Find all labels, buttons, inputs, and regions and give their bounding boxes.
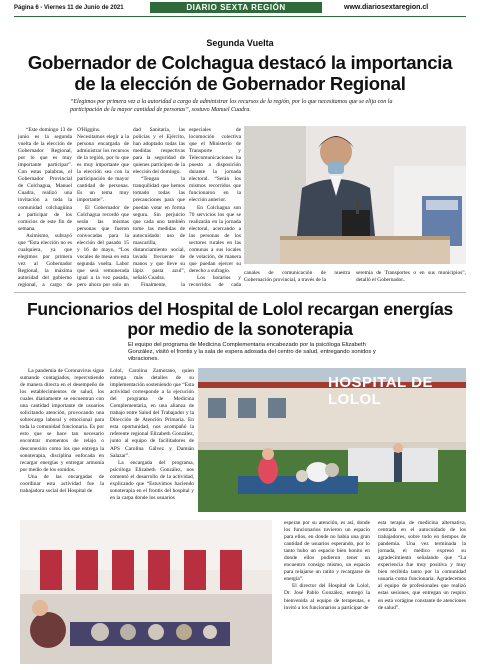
site-url[interactable]: www.diariosextaregion.cl xyxy=(344,4,429,11)
article2-headline: Funcionarios del Hospital de Lolol recargan energías por medio de la sonoterapia xyxy=(27,299,453,339)
article2-column-1: La pandemia de Coronavirus sigue sumando contagiados, repercutiendo de manera directa en el desempeño de los establecimientos de salud, los cuales diariamente se encuentran con una cantidad importante de usuarios solicitando atención, provocando una sobrecarga laboral y emocional para toda la comunidad funcionaria. Es por esto que se hace tan necesario encontrar momentos de relajo o desconexión como los que entrega la sonoterapia, disciplina enfocada en recargar energías y entregar armonía por medio de los sonidos. Una de las encargadas de coordinar esta actividad fue la trabajadora social del Hospital de xyxy=(20,368,104,494)
page-date: Página 6 - Viernes 11 de Junio de 2021 xyxy=(14,5,124,11)
article1-deck: “Elegimos por primera vez a la autoridad a cargo de administrar los recursos de la región, por lo que necesitamos que se elija con la participación de la mayor cantidad de personas”, sostuvo Manuel Cuadra. xyxy=(70,99,393,113)
article1-column-5: canales de comunicación de nuestra Gobernación provincial, a través de la xyxy=(244,270,350,284)
article1-headline: Gobernador de Colchagua destacó la importancia de la elección de Gobernador Regional xyxy=(27,52,453,94)
section-title: DIARIO SEXTA REGIÓN xyxy=(186,3,286,12)
article1-column-4: especiales de locomoción colectiva que el Ministerio de Transporte y Telecomunicaciones ha puesto a disposición durante la jornada electoral. “Serán los mismos recorridos que funcionaron en la elección anterior. En Colchagua son 70 servicios los que se realizarán en la jornada electoral, acercando a las personas de los sectores rurales en las comunas a sus locales de votación, de manera que puedan ejercer su derecho a sufragio. Los horarios y recorridos de cada xyxy=(189,127,241,287)
article1-column-2: O'Higgins. Necesitamos elegir a la persona encargada de administrar los recursos de la región, por lo que es muy importante que la elección sea con la participación de mayor cantidad de personas. Es un tema muy importante”. El Gobernador de Colchagua recordó que serán las mismas personas que fueron convocadas para la elección del pasado 15 y 16 de mayo, “Los vocales de mesa en esta segunda vuelta. Labor que será remunerada igual a la vez pasada, pero ahora por solo un xyxy=(77,127,129,287)
article2-deck: El equipo del programa de Medicina Complementaria encabezado por la psicóloga Elizabeth González, visitó el frontis y la sala de espera adosada del centro de salud, entregando sonidos y vibraciones. xyxy=(128,342,376,363)
article2-column-4: esta terapia de medicina alternativa, centrada en el autocuidado de los trabajadores, sobre todo en tiempos de pandemia. Una vez terminada la jornada, el médico expresó su agradecimiento señalando que “La experiencia fue muy positiva y muy bien recibida tanto por la comunidad usuaria como funcionaria. Agradecemos al equipo de profesionales que realizó estas sesiones, que entregan un respiro en esta vorágine constante de atenciones de salud”. xyxy=(378,520,466,611)
article1-kicker: Segunda Vuelta xyxy=(206,38,274,48)
article-divider xyxy=(14,292,466,293)
hospital-sign: HOSPITAL DE LOLOL xyxy=(328,374,433,408)
article2-column-3: esperan por su atención, es así, donde los funcionarios tuvieron un espacio para ellos, en donde no había una gran cantidad de usuarios esperando, por lo tanto hubo un espacio bien bonito en donde ellos pudieron tener un encuentro consigo mismo, un espacio para relajarse un ratito y recargarse de energía”. El director del Hospital de Lolol, Dr. José Pablo González, entregó la bienvenida al equipo de terapeutas, e invitó a los funcionarios a participar de xyxy=(284,520,370,611)
article2-column-2: Lolol, Carolina Zamorano, quien entrega más detalles de su implementación sosteniendo que “Esta actividad corresponde a la ejecución del programa de Medicina Complementaria, en una alianza de trabajo entre Salud del Trabajador y la Dirección de Atención Primaria. En esta oportunidad, nos acompañó la referente regional Elizabeth González, junto al equipo de facilitadores de APS Carolina Gálvez y Damián Salazar”. La encargada del programa, psicóloga Elizabeth González, nos comentó el desarrollo de la actividad, explicando que “Estuvimos haciendo sonoterapia en el frontis del hospital y en la carpa donde los usuarios xyxy=(110,368,194,501)
governor-photo xyxy=(244,126,466,264)
article1-column-6: seremía de Transportes o en sus municipios”, detalló el Gobernador.. xyxy=(356,270,466,284)
header-divider xyxy=(14,16,466,17)
therapy-room-photo xyxy=(20,520,272,664)
article1-column-3: dad Sanitaria, las policías y el Ejército, han adoptado todas las medidas respectivas para la seguridad de quienes participen de la elección del domingo. “Tengan la tranquilidad que hemos tomado todas las precauciones para que puedan votar en forma segura. Sin perjuicio que cada uno también tome las medidas de autocuidado: uso de mascarilla, distanciamiento social, lavado frecuente de manos y que lleve su lápiz pasta azul”, señaló Cuadra. Finalmente, la xyxy=(133,127,185,287)
article1-column-1: “Este domingo 13 de junio es la segunda vuelta de la elección de Gobernador Regional, por lo que es muy importante participar”. Con estas palabras, el Gobernador Provincial de Colchagua, Manuel Cuadra, realizó una invitación a toda la comunidad colchagüina a participar de los comicios de este fin de semana. Asimismo, subrayó que “Esta elección no es cualquiera, ya que elegimos por primera vez al Gobernador Regional, la máxima autoridad del gobierno regional, a cargo de xyxy=(18,127,72,287)
hospital-photo xyxy=(198,368,466,512)
